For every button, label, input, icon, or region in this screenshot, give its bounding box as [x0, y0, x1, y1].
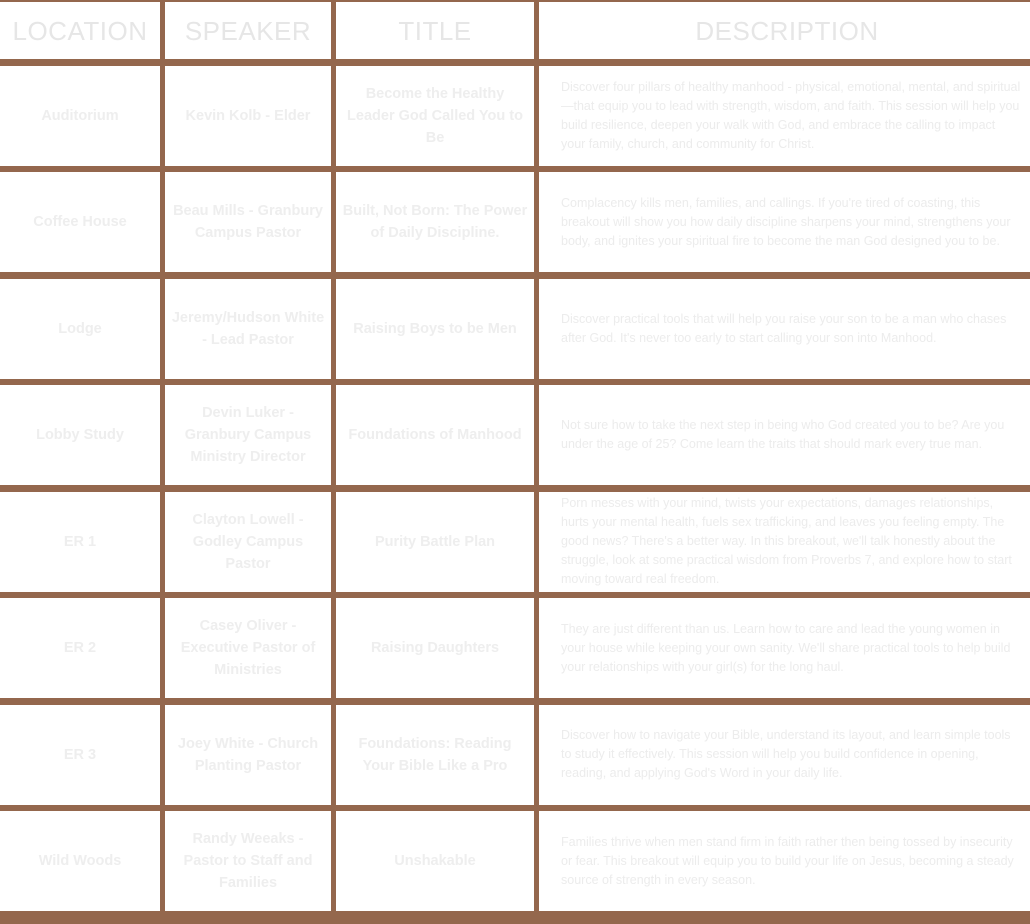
- row-location: Lodge: [0, 279, 160, 379]
- row-title: Raising Daughters: [336, 598, 534, 698]
- row-title: Unshakable: [336, 811, 534, 911]
- row-location: Coffee House: [0, 172, 160, 272]
- row-description: They are just different than us. Learn how to care and lead the young women in your house while keeping your own sanity. We'll share practical tools to help build your relationships with your girl(s) for the long haul.: [539, 598, 1030, 698]
- row-title: Built, Not Born: The Power of Daily Discipline.: [336, 172, 534, 272]
- header-description: DESCRIPTION: [539, 2, 1030, 59]
- row-title: Purity Battle Plan: [336, 492, 534, 592]
- row-title: Foundations: Reading Your Bible Like a Pro: [336, 705, 534, 805]
- row-speaker: Jeremy/Hudson White - Lead Pastor: [165, 279, 331, 379]
- row-speaker: Joey White - Church Planting Pastor: [165, 705, 331, 805]
- row-speaker: Clayton Lowell - Godley Campus Pastor: [165, 492, 331, 592]
- row-location: ER 3: [0, 705, 160, 805]
- row-speaker: Beau Mills - Granbury Campus Pastor: [165, 172, 331, 272]
- row-description: Porn messes with your mind, twists your expectations, damages relationships, hurts your mental health, fuels sex trafficking, and leaves you feeling empty. The good news? There's a better way. In this breakout, we'll talk honestly about the struggle, look at some practical wisdom from Proverbs 7, and explore how to start moving toward real freedom.: [539, 492, 1030, 592]
- row-location: ER 2: [0, 598, 160, 698]
- row-speaker: Kevin Kolb - Elder: [165, 66, 331, 166]
- row-speaker: Randy Weeaks - Pastor to Staff and Families: [165, 811, 331, 911]
- row-title: Become the Healthy Leader God Called You to Be: [336, 66, 534, 166]
- header-location: LOCATION: [0, 2, 160, 59]
- row-description: Discover how to navigate your Bible, understand its layout, and learn simple tools to study it effectively. This session will help you build confidence in opening, reading, and applying God's Word in your daily life.: [539, 705, 1030, 805]
- row-description: Discover practical tools that will help you raise your son to be a man who chases after God. It's never too early to start calling your son into Manhood.: [539, 279, 1030, 379]
- header-title: TITLE: [336, 2, 534, 59]
- row-speaker: Devin Luker - Granbury Campus Ministry Director: [165, 385, 331, 485]
- row-location: Wild Woods: [0, 811, 160, 911]
- row-description: Discover four pillars of healthy manhood - physical, emotional, mental, and spiritual—that equip you to lead with strength, wisdom, and faith. This session will help you build resilience, deepen your walk with God, and embrace the calling to impact your family, church, and community for Christ.: [539, 66, 1030, 166]
- row-title: Foundations of Manhood: [336, 385, 534, 485]
- row-title: Raising Boys to be Men: [336, 279, 534, 379]
- row-location: ER 1: [0, 492, 160, 592]
- row-speaker: Casey Oliver - Executive Pastor of Ministries: [165, 598, 331, 698]
- row-description: Families thrive when men stand firm in faith rather then being tossed by insecurity or fear. This breakout will equip you to build your life on Jesus, becoming a steady source of strength in every season.: [539, 811, 1030, 911]
- row-description: Not sure how to take the next step in being who God created you to be? Are you under the age of 25? Come learn the traits that should mark every true man.: [539, 385, 1030, 485]
- row-description: Complacency kills men, families, and callings. If you're tired of coasting, this breakout will show you how daily discipline sharpens your mind, strengthens your body, and ignites your spiritual fire to become the man God designed you to be.: [539, 172, 1030, 272]
- row-location: Auditorium: [0, 66, 160, 166]
- row-location: Lobby Study: [0, 385, 160, 485]
- header-speaker: SPEAKER: [165, 2, 331, 59]
